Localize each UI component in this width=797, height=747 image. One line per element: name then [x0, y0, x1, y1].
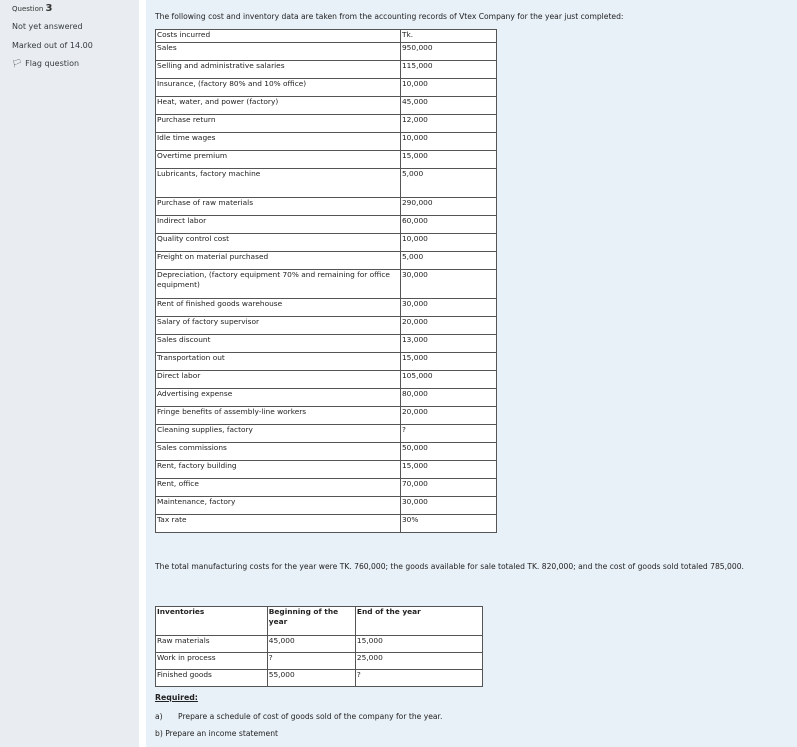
- cost-item: Quality control cost: [156, 234, 401, 252]
- cost-item: Sales commissions: [156, 443, 401, 461]
- question-content: [146, 0, 797, 747]
- cost-amount: 10,000: [400, 133, 496, 151]
- cost-item: Overtime premium: [156, 151, 401, 169]
- cost-row: [156, 407, 497, 425]
- cost-item: Direct labor: [156, 371, 401, 389]
- inventories-header-row: [156, 607, 483, 636]
- cost-amount: 45,000: [400, 97, 496, 115]
- cost-item: Lubricants, factory machine: [156, 169, 401, 198]
- costs-header-amount: Tk.: [400, 30, 496, 43]
- cost-item: Rent, factory building: [156, 461, 401, 479]
- requirement-a: [155, 712, 442, 721]
- cost-amount: 12,000: [400, 115, 496, 133]
- cost-item: Heat, water, and power (factory): [156, 97, 401, 115]
- cost-item: Purchase return: [156, 115, 401, 133]
- cost-amount: 30,000: [400, 497, 496, 515]
- cost-row: [156, 216, 497, 234]
- inventory-item: Work in process: [156, 653, 268, 670]
- question-number: [12, 2, 139, 16]
- cost-row: [156, 198, 497, 216]
- cost-item: Indirect labor: [156, 216, 401, 234]
- cost-amount: 15,000: [400, 461, 496, 479]
- requirement-b: b) Prepare an income statement: [155, 729, 278, 738]
- cost-item: Sales discount: [156, 335, 401, 353]
- flag-question-button[interactable]: [12, 59, 139, 68]
- cost-item: Rent, office: [156, 479, 401, 497]
- inventory-item: Raw materials: [156, 636, 268, 653]
- requirement-a-text: Prepare a schedule of cost of goods sold of the company for the year.: [178, 712, 443, 721]
- cost-row: [156, 515, 497, 533]
- cost-item: Insurance, (factory 80% and 10% office): [156, 79, 401, 97]
- inventory-row: [156, 653, 483, 670]
- question-intro: The following cost and inventory data are taken from the accounting records of Vtex Company for the year just completed:: [155, 12, 624, 21]
- cost-row: [156, 299, 497, 317]
- cost-amount: 10,000: [400, 234, 496, 252]
- cost-amount: 15,000: [400, 353, 496, 371]
- inventory-end: ?: [355, 670, 482, 687]
- cost-item: Purchase of raw materials: [156, 198, 401, 216]
- cost-amount: 30,000: [400, 299, 496, 317]
- inventory-item: Finished goods: [156, 670, 268, 687]
- cost-amount: 13,000: [400, 335, 496, 353]
- cost-amount: 5,000: [400, 169, 496, 198]
- requirement-a-label: a): [155, 712, 163, 721]
- cost-row: [156, 461, 497, 479]
- cost-row: [156, 133, 497, 151]
- inventory-beginning: 45,000: [267, 636, 355, 653]
- inventories-table: [155, 606, 483, 687]
- cost-row: [156, 270, 497, 299]
- costs-header-row: [156, 30, 497, 43]
- cost-item: Advertising expense: [156, 389, 401, 407]
- cost-row: [156, 317, 497, 335]
- inventory-beginning: 55,000: [267, 670, 355, 687]
- cost-row: [156, 497, 497, 515]
- cost-row: [156, 389, 497, 407]
- cost-amount: 20,000: [400, 407, 496, 425]
- cost-amount: 290,000: [400, 198, 496, 216]
- answer-status: Not yet answered: [12, 22, 83, 31]
- cost-amount: 30%: [400, 515, 496, 533]
- cost-row: [156, 115, 497, 133]
- cost-amount: ?: [400, 425, 496, 443]
- cost-row: [156, 79, 497, 97]
- cost-amount: 30,000: [400, 270, 496, 299]
- cost-row: [156, 425, 497, 443]
- inventory-beginning: ?: [267, 653, 355, 670]
- cost-item: Maintenance, factory: [156, 497, 401, 515]
- question-info-panel: [0, 0, 139, 747]
- panel-gap: [139, 0, 146, 747]
- inv-header-beginning: Beginning of the year: [267, 607, 355, 636]
- cost-item: Fringe benefits of assembly-line workers: [156, 407, 401, 425]
- cost-row: [156, 97, 497, 115]
- cost-item: Sales: [156, 43, 401, 61]
- cost-amount: 105,000: [400, 371, 496, 389]
- cost-row: [156, 479, 497, 497]
- costs-header-label: Costs incurred: [156, 30, 401, 43]
- cost-row: [156, 61, 497, 79]
- required-heading: Required:: [155, 693, 198, 702]
- costs-table: [155, 29, 497, 533]
- cost-amount: 50,000: [400, 443, 496, 461]
- cost-item: Idle time wages: [156, 133, 401, 151]
- cost-row: [156, 443, 497, 461]
- marks-info: Marked out of 14.00: [12, 41, 93, 50]
- cost-item: Freight on material purchased: [156, 252, 401, 270]
- inventory-end: 15,000: [355, 636, 482, 653]
- cost-item: Tax rate: [156, 515, 401, 533]
- inv-header-end: End of the year: [355, 607, 482, 636]
- cost-row: [156, 252, 497, 270]
- question-number-value: 3: [45, 3, 53, 14]
- cost-amount: 15,000: [400, 151, 496, 169]
- totals-paragraph: The total manufacturing costs for the year were TK. 760,000; the goods available for sale totaled TK. 820,000; and the cost of goods sold totaled 785,000.: [155, 562, 744, 571]
- question-prefix: Question: [12, 5, 44, 13]
- cost-item: Selling and administrative salaries: [156, 61, 401, 79]
- cost-amount: 20,000: [400, 317, 496, 335]
- cost-row: [156, 335, 497, 353]
- flag-icon: 🏳︎: [12, 59, 23, 68]
- cost-row: [156, 169, 497, 198]
- cost-amount: 80,000: [400, 389, 496, 407]
- cost-row: [156, 353, 497, 371]
- cost-row: [156, 234, 497, 252]
- cost-amount: 60,000: [400, 216, 496, 234]
- cost-row: [156, 371, 497, 389]
- inv-header-label: Inventories: [156, 607, 268, 636]
- cost-row: [156, 43, 497, 61]
- cost-amount: 115,000: [400, 61, 496, 79]
- inventory-row: [156, 636, 483, 653]
- cost-item: Salary of factory supervisor: [156, 317, 401, 335]
- cost-item: Rent of finished goods warehouse: [156, 299, 401, 317]
- inventory-end: 25,000: [355, 653, 482, 670]
- cost-amount: 5,000: [400, 252, 496, 270]
- cost-amount: 950,000: [400, 43, 496, 61]
- cost-item: Depreciation, (factory equipment 70% and remaining for office equipment): [156, 270, 401, 299]
- cost-amount: 70,000: [400, 479, 496, 497]
- cost-amount: 10,000: [400, 79, 496, 97]
- cost-item: Transportation out: [156, 353, 401, 371]
- inventory-row: [156, 670, 483, 687]
- cost-item: Cleaning supplies, factory: [156, 425, 401, 443]
- flag-question-label: Flag question: [25, 59, 80, 68]
- cost-row: [156, 151, 497, 169]
